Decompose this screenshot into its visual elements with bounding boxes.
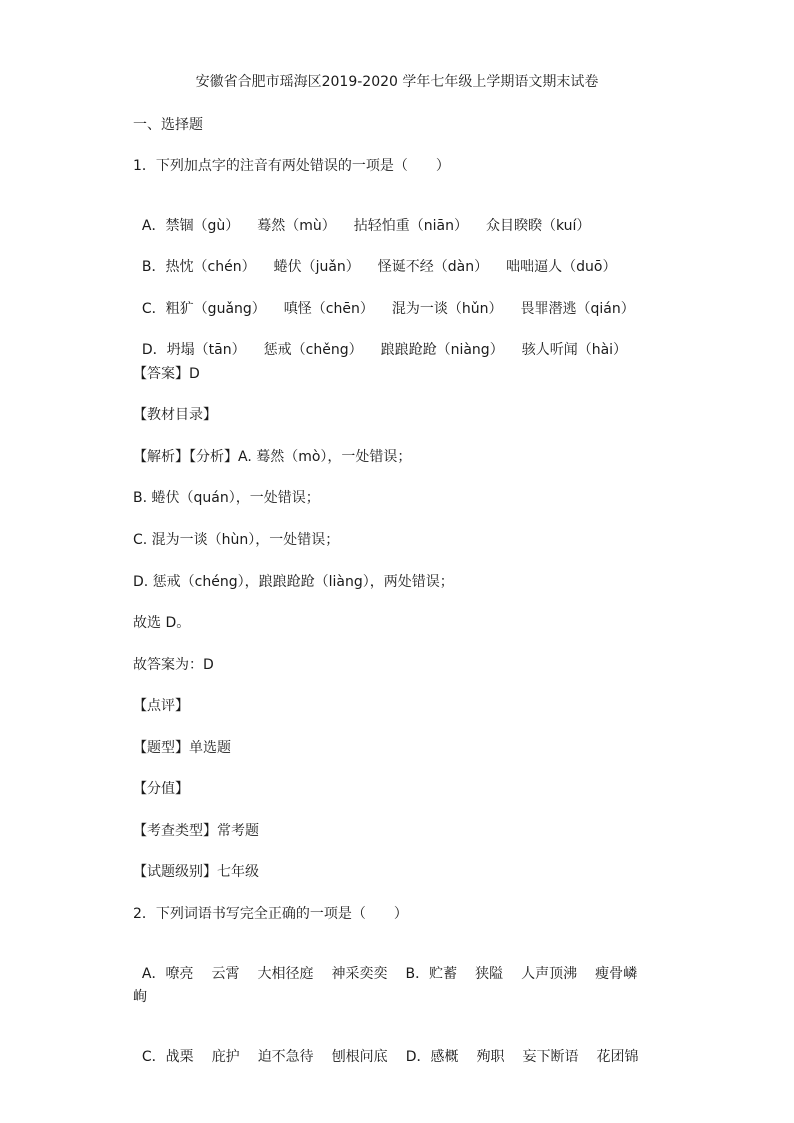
answer-tag: 【答案】 (133, 366, 189, 382)
option-text: 云霄 (211, 966, 240, 982)
option-text: B．贮蓄 (405, 966, 458, 982)
final-answer-line: 故答案为：D (133, 657, 214, 673)
option-text: 人声顶沸 (521, 966, 578, 982)
option-text: 大相径庭 (257, 966, 314, 982)
option-text: 嗔怪（chēn） (283, 301, 374, 317)
option-text: C．粗犷（guǎng） (141, 301, 266, 317)
option-text: 殉职 (476, 1049, 505, 1065)
level-tag: 【试题级别】 (133, 864, 217, 880)
option-text: B．热忱（chén） (141, 259, 256, 275)
review-tag: 【点评】 (133, 698, 189, 714)
type-value: 单选题 (189, 740, 231, 756)
option-text: 咄咄逼人（duō） (506, 259, 617, 275)
analysis-line-d: D. 惩戒（chéng），踉踉跄跄（liàng），两处错误； (133, 574, 454, 590)
exam-type-tag: 【考查类型】 (133, 823, 217, 839)
option-text: 狭隘 (475, 966, 504, 982)
option-text: 蓦然（mù） (257, 218, 336, 234)
option-text: 瘦骨嶙 (595, 966, 638, 982)
option-text: 畏罪潜逃（qián） (520, 301, 635, 317)
answer-value: D (189, 366, 200, 382)
option-text: 神采奕奕 (331, 966, 388, 982)
choose-line: 故选 D。 (133, 615, 191, 631)
question-1-stem: 1．下列加点字的注音有两处错误的一项是（ ） (133, 158, 450, 174)
option-text: 怪诞不经（dàn） (377, 259, 489, 275)
exam-type-value: 常考题 (217, 823, 259, 839)
analysis-text: A. 蓦然（mò），一处错误； (238, 449, 412, 465)
answer-line (133, 365, 200, 383)
document-title: 安徽省合肥市瑶海区2019-2020 学年七年级上学期语文期末试卷 (195, 74, 599, 90)
option-text: 庇护 (211, 1049, 240, 1065)
type-tag: 【题型】 (133, 740, 189, 756)
option-text: 踉踉跄跄（niàng） (380, 342, 504, 358)
option-text: A．嘹亮 (141, 966, 194, 982)
question-2-options-ab-wrap: 峋 (133, 989, 147, 1005)
option-text: 蜷伏（juǎn） (273, 259, 360, 275)
question-1-option-a (133, 199, 590, 235)
option-text: 众目睽睽（kuí） (485, 218, 591, 234)
question-1-option-b (133, 240, 616, 276)
section-heading: 一、选择题 (133, 117, 203, 133)
option-text: 迫不急待 (257, 1049, 314, 1065)
option-text: 骇人听闻（hài） (521, 342, 628, 358)
score-tag: 【分值】 (133, 781, 189, 797)
analysis-line-a (133, 448, 411, 466)
exam-type-line (133, 822, 259, 840)
option-text: 惩戒（chěng） (263, 342, 363, 358)
option-text: A．禁锢（gù） (141, 218, 240, 234)
level-line (133, 863, 259, 881)
option-text: 妄下断语 (522, 1049, 579, 1065)
option-text: 拈轻怕重（niān） (353, 218, 468, 234)
catalog-tag: 【教材目录】 (133, 407, 217, 423)
option-text: D．感概 (405, 1049, 459, 1065)
option-text: D．坍塌（tān） (141, 342, 246, 358)
option-text: 花团锦 (596, 1049, 639, 1065)
question-2-options-cd (133, 1030, 638, 1066)
analysis-line-c: C. 混为一谈（hùn），一处错误； (133, 532, 340, 548)
question-1-option-c (133, 282, 635, 318)
question-1-option-d (133, 323, 627, 359)
option-text: 混为一谈（hǔn） (391, 301, 503, 317)
option-text: 刨根问底 (331, 1049, 388, 1065)
question-2-stem: 2．下列词语书写完全正确的一项是（ ） (133, 906, 408, 922)
option-text: C．战栗 (141, 1049, 194, 1065)
question-type-line (133, 739, 231, 757)
level-value: 七年级 (217, 864, 259, 880)
analysis-tag: 【解析】【分析】 (133, 449, 238, 465)
analysis-line-b: B. 蜷伏（quán），一处错误； (133, 490, 320, 506)
question-2-options-ab (133, 947, 637, 983)
